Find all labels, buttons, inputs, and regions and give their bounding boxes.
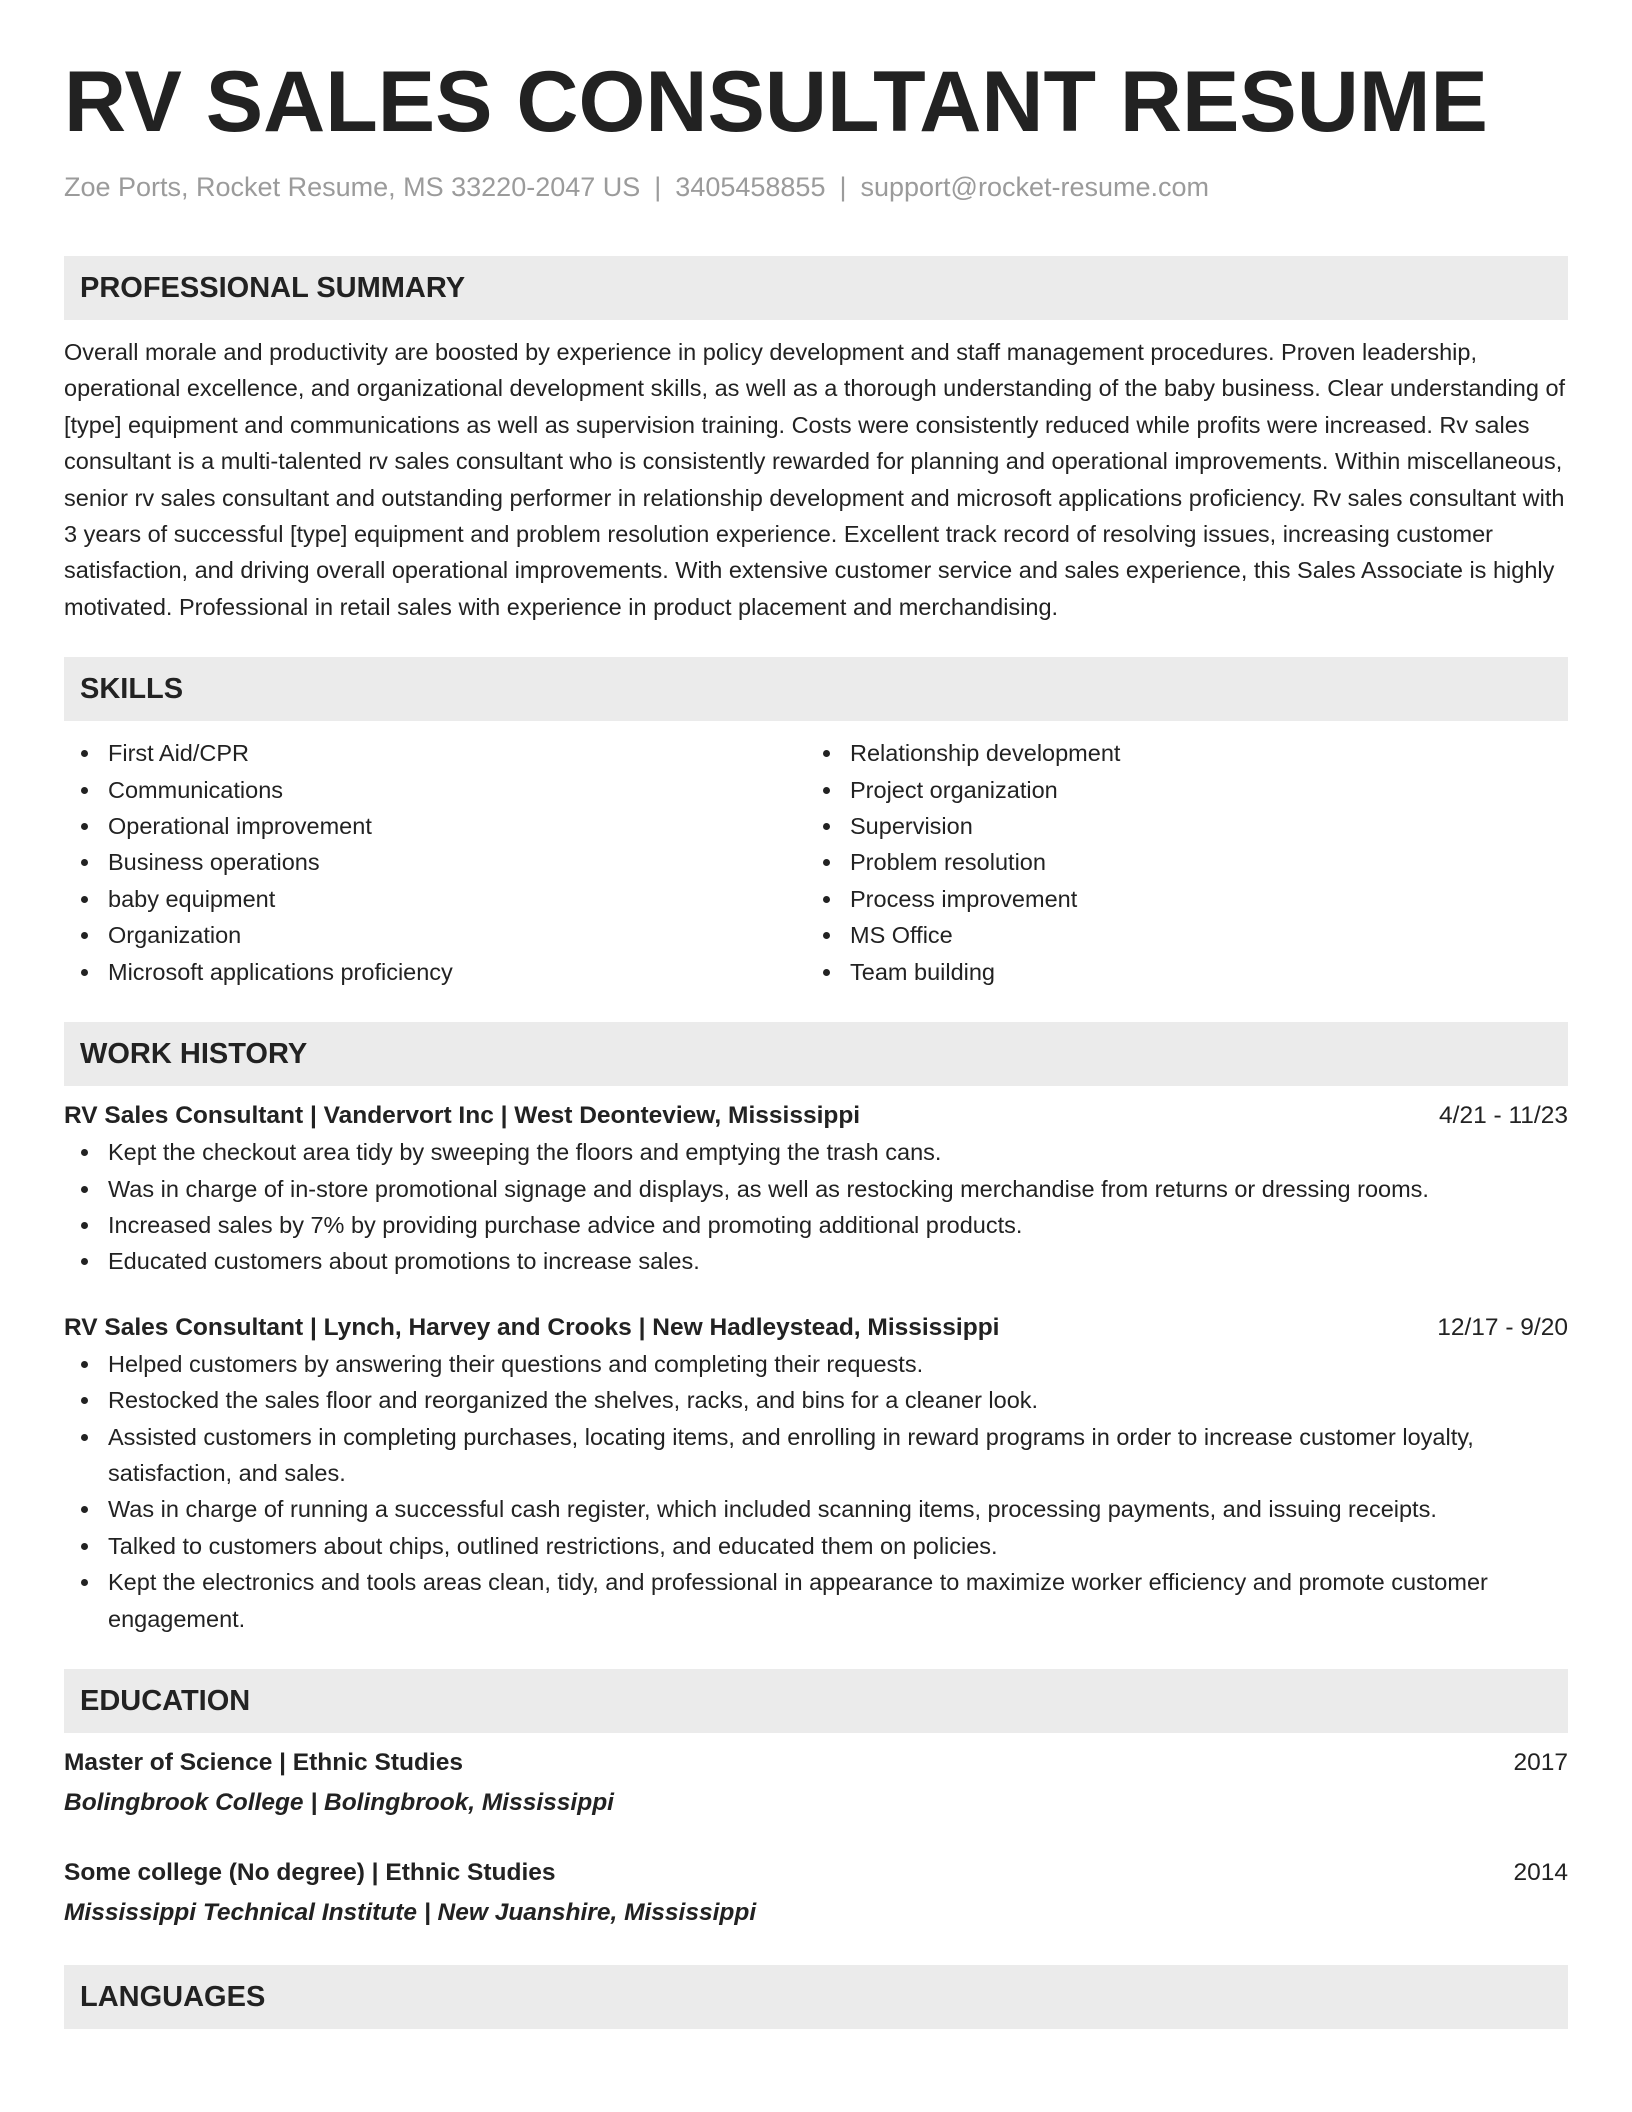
skill-item: First Aid/CPR xyxy=(64,735,806,771)
resume-page xyxy=(64,0,1568,2029)
skill-item: Communications xyxy=(64,772,806,808)
skill-item: Business operations xyxy=(64,844,806,880)
skill-item: Microsoft applications proficiency xyxy=(64,954,806,990)
skill-item: Process improvement xyxy=(806,881,1548,917)
section-header-work-history: WORK HISTORY xyxy=(64,1022,1568,1086)
job-bullet-list xyxy=(64,1134,1568,1280)
job-title: RV Sales Consultant | Vandervort Inc | West Deonteview, Mississippi xyxy=(64,1102,861,1130)
skills-grid xyxy=(64,735,1568,990)
contact-address: Zoe Ports, Rocket Resume, MS 33220-2047 US xyxy=(64,172,641,202)
education-degree: Some college (No degree) | Ethnic Studies xyxy=(64,1858,556,1886)
job-bullet: Was in charge of running a successful cash register, which included scanning items, processing payments, and issuing receipts. xyxy=(64,1491,1568,1527)
skill-item: Organization xyxy=(64,917,806,953)
skill-item: MS Office xyxy=(806,917,1548,953)
summary-text: Overall morale and productivity are boosted by experience in policy development and staff management procedures. Proven leadership, operational excellence, and organizational development skills, as well as a thorough understanding of the baby business. Clear understanding of [type] equipment and communications as well as supervision training. Costs were consistently reduced while profits were increased. Rv sales consultant is a multi-talented rv sales consultant who is consistently rewarded for planning and operational improvements. Within miscellaneous, senior rv sales consultant and outstanding performer in relationship development and microsoft applications proficiency. Rv sales consultant with 3 years of successful [type] equipment and problem resolution experience. Excellent track record of resolving issues, increasing customer satisfaction, and driving overall operational improvements. With extensive customer service and sales experience, this Sales Associate is highly motivated. Professional in retail sales with experience in product placement and merchandising. xyxy=(64,339,1566,620)
resume-title: RV SALES CONSULTANT RESUME xyxy=(64,54,1488,150)
skill-item: Problem resolution xyxy=(806,844,1548,880)
contact-separator: | xyxy=(839,172,847,202)
contact-line xyxy=(64,170,1568,204)
education-heading xyxy=(64,1855,1568,1891)
job-bullet-list xyxy=(64,1346,1568,1637)
job-bullet: Increased sales by 7% by providing purchase advice and promoting additional products. xyxy=(64,1207,1568,1243)
job-title: RV Sales Consultant | Lynch, Harvey and Crooks | New Hadleystead, Mississippi xyxy=(64,1313,1000,1341)
section-header-education: EDUCATION xyxy=(64,1669,1568,1733)
education-heading xyxy=(64,1745,1568,1781)
job-bullet: Restocked the sales floor and reorganized the shelves, racks, and bins for a cleaner look. xyxy=(64,1382,1568,1418)
contact-phone: 3405458855 xyxy=(675,172,826,202)
job-bullet: Assisted customers in completing purchases, locating items, and enrolling in reward programs in order to increase customer loyalty, satisfaction, and sales. xyxy=(64,1419,1568,1492)
skill-item: Supervision xyxy=(806,808,1548,844)
education-school: Mississippi Technical Institute | New Juanshire, Mississippi xyxy=(64,1898,757,1926)
job-bullet: Educated customers about promotions to increase sales. xyxy=(64,1243,1568,1279)
skill-item: Project organization xyxy=(806,772,1548,808)
skill-item: baby equipment xyxy=(64,881,806,917)
contact-email: support@rocket-resume.com xyxy=(860,172,1210,202)
contact-separator: | xyxy=(654,172,662,202)
skills-column-right xyxy=(806,735,1548,990)
job-bullet: Kept the checkout area tidy by sweeping the floors and emptying the trash cans. xyxy=(64,1134,1568,1170)
education-year: 2017 xyxy=(1513,1748,1568,1776)
job-bullet: Talked to customers about chips, outlined restrictions, and educated them on policies. xyxy=(64,1528,1568,1564)
skill-item: Team building xyxy=(806,954,1548,990)
section-header-summary: PROFESSIONAL SUMMARY xyxy=(64,256,1568,320)
skill-item: Operational improvement xyxy=(64,808,806,844)
job-bullet: Helped customers by answering their questions and completing their requests. xyxy=(64,1346,1568,1382)
education-year: 2014 xyxy=(1513,1858,1568,1886)
section-header-skills: SKILLS xyxy=(64,657,1568,721)
job-bullet: Kept the electronics and tools areas clean, tidy, and professional in appearance to maximize worker efficiency and promote customer engagement. xyxy=(64,1564,1568,1637)
job-bullet: Was in charge of in-store promotional signage and displays, as well as restocking merchandise from returns or dressing rooms. xyxy=(64,1171,1568,1207)
job-dates: 4/21 - 11/23 xyxy=(1439,1102,1568,1130)
education-school: Bolingbrook College | Bolingbrook, Mississippi xyxy=(64,1788,614,1816)
job-heading xyxy=(64,1098,1568,1134)
job-dates: 12/17 - 9/20 xyxy=(1437,1313,1568,1341)
job-heading xyxy=(64,1310,1568,1346)
skill-item: Relationship development xyxy=(806,735,1548,771)
section-header-languages: LANGUAGES xyxy=(64,1965,1568,2029)
education-degree: Master of Science | Ethnic Studies xyxy=(64,1748,463,1776)
skills-column-left xyxy=(64,735,806,990)
